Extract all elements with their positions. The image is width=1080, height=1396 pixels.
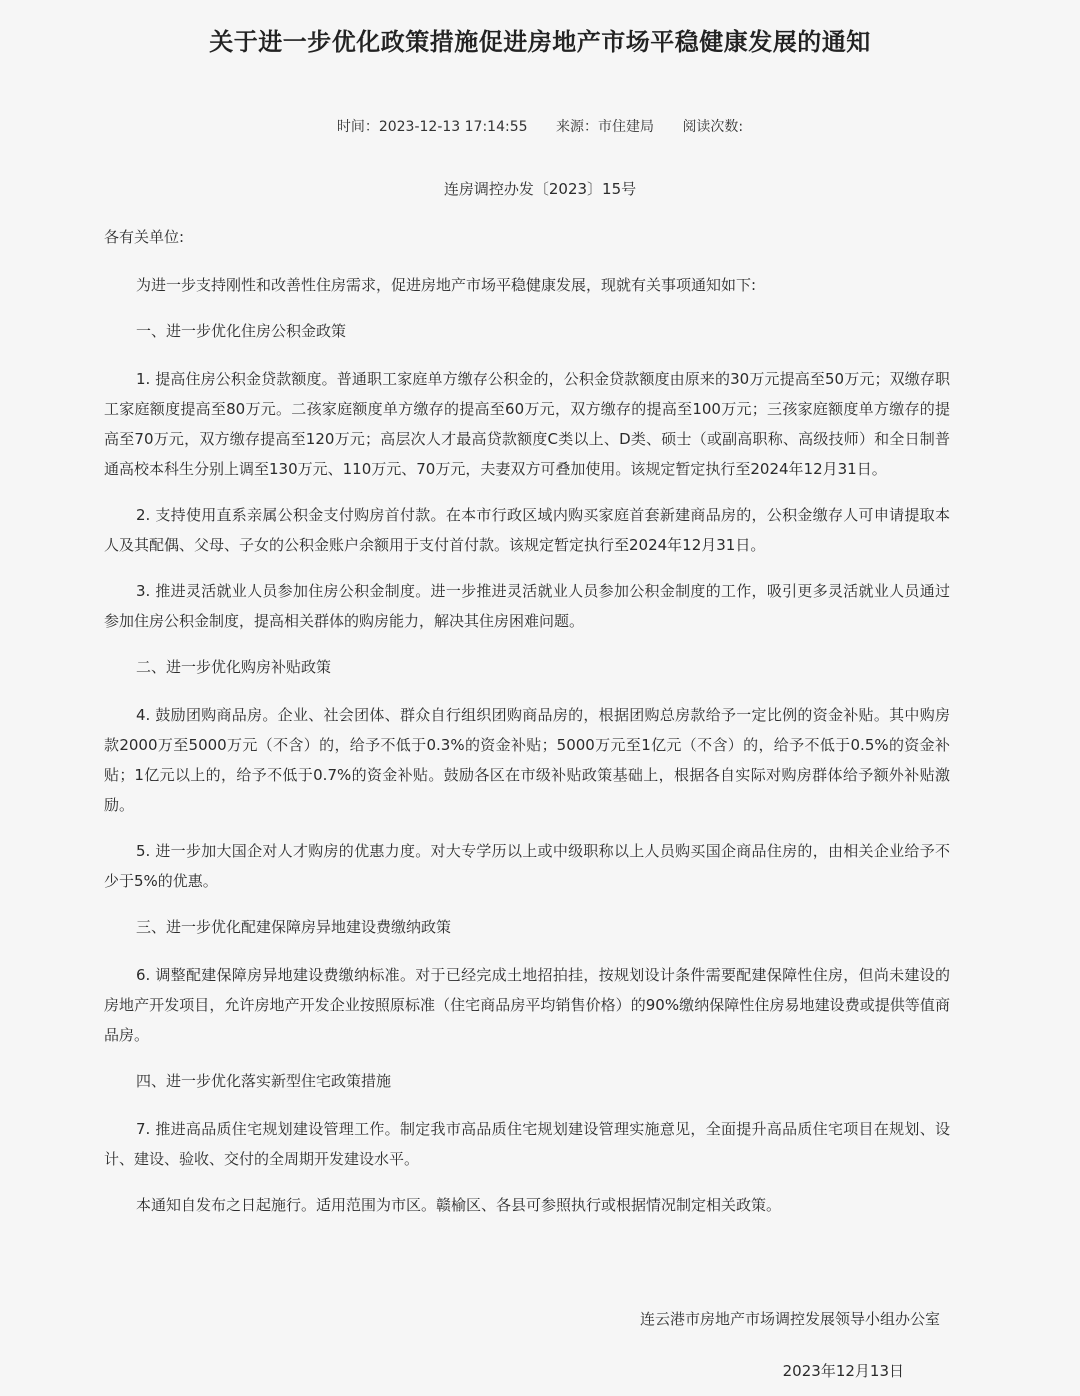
signature-date: 2023年12月13日 bbox=[782, 1362, 904, 1380]
publish-time-value: 2023-12-13 17:14:55 bbox=[378, 119, 528, 135]
policy-item: 1. 提高住房公积金贷款额度。普通职工家庭单方缴存公积金的，公积金贷款额度由原来的30万元提高至50万元；双缴存职工家庭额度提高至80万元。二孩家庭额度单方缴存的提高至60万元，双方缴存的提高至100万元；三孩家庭额度单方缴存的提高至70万元，双方缴存提高至120万元；高层次人才最高贷款额度C类以上、D类、硕士（或副高职称、高级技师）和全日制普通高校本科生分别上调至130万元、110万元、70万元，夫妻双方可叠加使用。该规定暂定执行至2024年12月31日。 bbox=[104, 370, 950, 478]
publish-time-label: 时间： bbox=[336, 119, 379, 135]
policy-item: 6. 调整配建保障房异地建设费缴纳标准。对于已经完成土地招拍挂，按规划设计条件需要配建保障性住房，但尚未建设的房地产开发项目，允许房地产开发企业按照原标准（住宅商品房平均销售价格）的90%缴纳保障性住房易地建设费或提供等值商品房。 bbox=[104, 966, 950, 1044]
closing-paragraph: 本通知自发布之日起施行。适用范围为市区。赣榆区、各县可参照执行或根据情况制定相关政策。 bbox=[136, 1196, 782, 1214]
section-heading: 一、进一步优化住房公积金政策 bbox=[136, 322, 347, 340]
source-value: 市住建局 bbox=[597, 119, 654, 135]
source bbox=[556, 119, 654, 135]
issuer-signature: 连云港市房地产市场调控发展领导小组办公室 bbox=[639, 1310, 940, 1328]
policy-item: 5. 进一步加大国企对人才购房的优惠力度。对大专学历以上或中级职称以上人员购买国企商品住房的，由相关企业给予不少于5%的优惠。 bbox=[104, 842, 950, 890]
section-heading: 三、进一步优化配建保障房异地建设费缴纳政策 bbox=[136, 918, 452, 936]
policy-item: 4. 鼓励团购商品房。企业、社会团体、群众自行组织团购商品房的，根据团购总房款给予一定比例的资金补贴。其中购房款2000万至5000万元（不含）的，给予不低于0.3%的资金补贴；5000万元至1亿元（不含）的，给予不低于0.5%的资金补贴；1亿元以上的，给予不低于0.7%的资金补贴。鼓励各区在市级补贴政策基础上，根据各自实际对购房群体给予额外补贴激励。 bbox=[104, 706, 950, 814]
article-meta bbox=[0, 116, 1080, 136]
source-label: 来源： bbox=[555, 119, 598, 135]
salutation: 各有关单位: bbox=[104, 228, 185, 246]
policy-item: 7. 推进高品质住宅规划建设管理工作。制定我市高品质住宅规划建设管理实施意见，全面提升高品质住宅项目在规划、设计、建设、验收、交付的全周期开发建设水平。 bbox=[104, 1120, 950, 1168]
section-heading: 四、进一步优化落实新型住宅政策措施 bbox=[136, 1072, 392, 1090]
section-heading: 二、进一步优化购房补贴政策 bbox=[136, 658, 332, 676]
intro-paragraph: 为进一步支持刚性和改善性住房需求，促进房地产市场平稳健康发展，现就有关事项通知如下: bbox=[136, 276, 757, 294]
policy-item: 2. 支持使用直系亲属公积金支付购房首付款。在本市行政区域内购买家庭首套新建商品房的，公积金缴存人可申请提取本人及其配偶、父母、子女的公积金账户余额用于支付首付款。该规定暂定执行至2024年12月31日。 bbox=[104, 506, 950, 554]
policy-item: 3. 推进灵活就业人员参加住房公积金制度。进一步推进灵活就业人员参加公积金制度的工作，吸引更多灵活就业人员通过参加住房公积金制度，提高相关群体的购房能力，解决其住房困难问题。 bbox=[104, 582, 950, 630]
document-number: 连房调控办发〔2023〕15号 bbox=[443, 180, 637, 198]
document-body bbox=[104, 222, 950, 1236]
view-count: 阅读次数: bbox=[682, 119, 744, 135]
publish-time bbox=[337, 119, 528, 135]
page-title: 关于进一步优化政策措施促进房地产市场平稳健康发展的通知 bbox=[209, 28, 871, 56]
